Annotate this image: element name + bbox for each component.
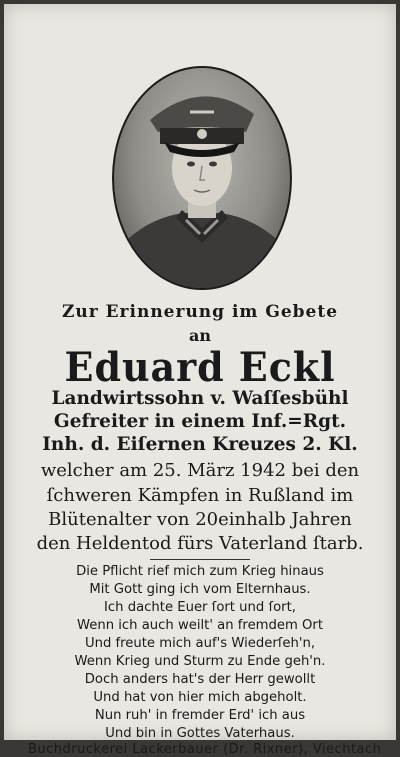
title-line: Gefreiter in einem Inf.=Rgt. [53,411,347,432]
soldier-portrait-image [114,68,290,288]
printer-credit: Buchdruckerei Lackerbauer (Dr. Rixner), Viechtach [28,742,382,757]
poem-line: Wenn ich auch weilt' an fremdem Ort [76,618,324,633]
poem-line: Die Pflicht rief mich zum Krieg hinaus [76,564,324,579]
soldier-portrait [112,66,292,290]
poem-line: Ich dachte Euer ſort und ſort, [104,600,296,615]
memorial-card [4,4,396,757]
divider [150,559,250,560]
poem-line: Doch anders hat's der Herr gewollt [84,672,316,687]
heading-an: an [189,326,211,345]
poem-line: Mit Gott ging ich vom Elternhaus. [89,582,311,597]
text-line: ſchweren Kämpfen in Rußland im [46,485,354,506]
poem-line: Und hat von hier mich abgeholt. [93,690,307,705]
poem-line: Nun ruh' in fremder Erd' ich aus [94,708,306,723]
poem-line: Und bin in Gottes Vaterhaus. [105,726,295,741]
title-line: Landwirtssohn v. Waſſesbühl [51,388,349,409]
poem-line: Und freute mich auf's Wiederſeh'n, [84,636,316,651]
text-line: welcher am 25. März 1942 bei den [40,460,360,481]
text-line: den Heldentod fürs Vaterland ſtarb. [36,533,364,554]
heading: Zur Erinnerung im Gebete [61,302,339,322]
deceased-name: Eduard Eckl [64,344,336,391]
poem-line: Wenn Krieg und Sturm zu Ende geh'n. [74,654,326,669]
title-line: Inh. d. Eiſernen Kreuzes 2. Kl. [42,434,358,455]
text-line: Blütenalter von 20einhalb Jahren [48,509,352,530]
